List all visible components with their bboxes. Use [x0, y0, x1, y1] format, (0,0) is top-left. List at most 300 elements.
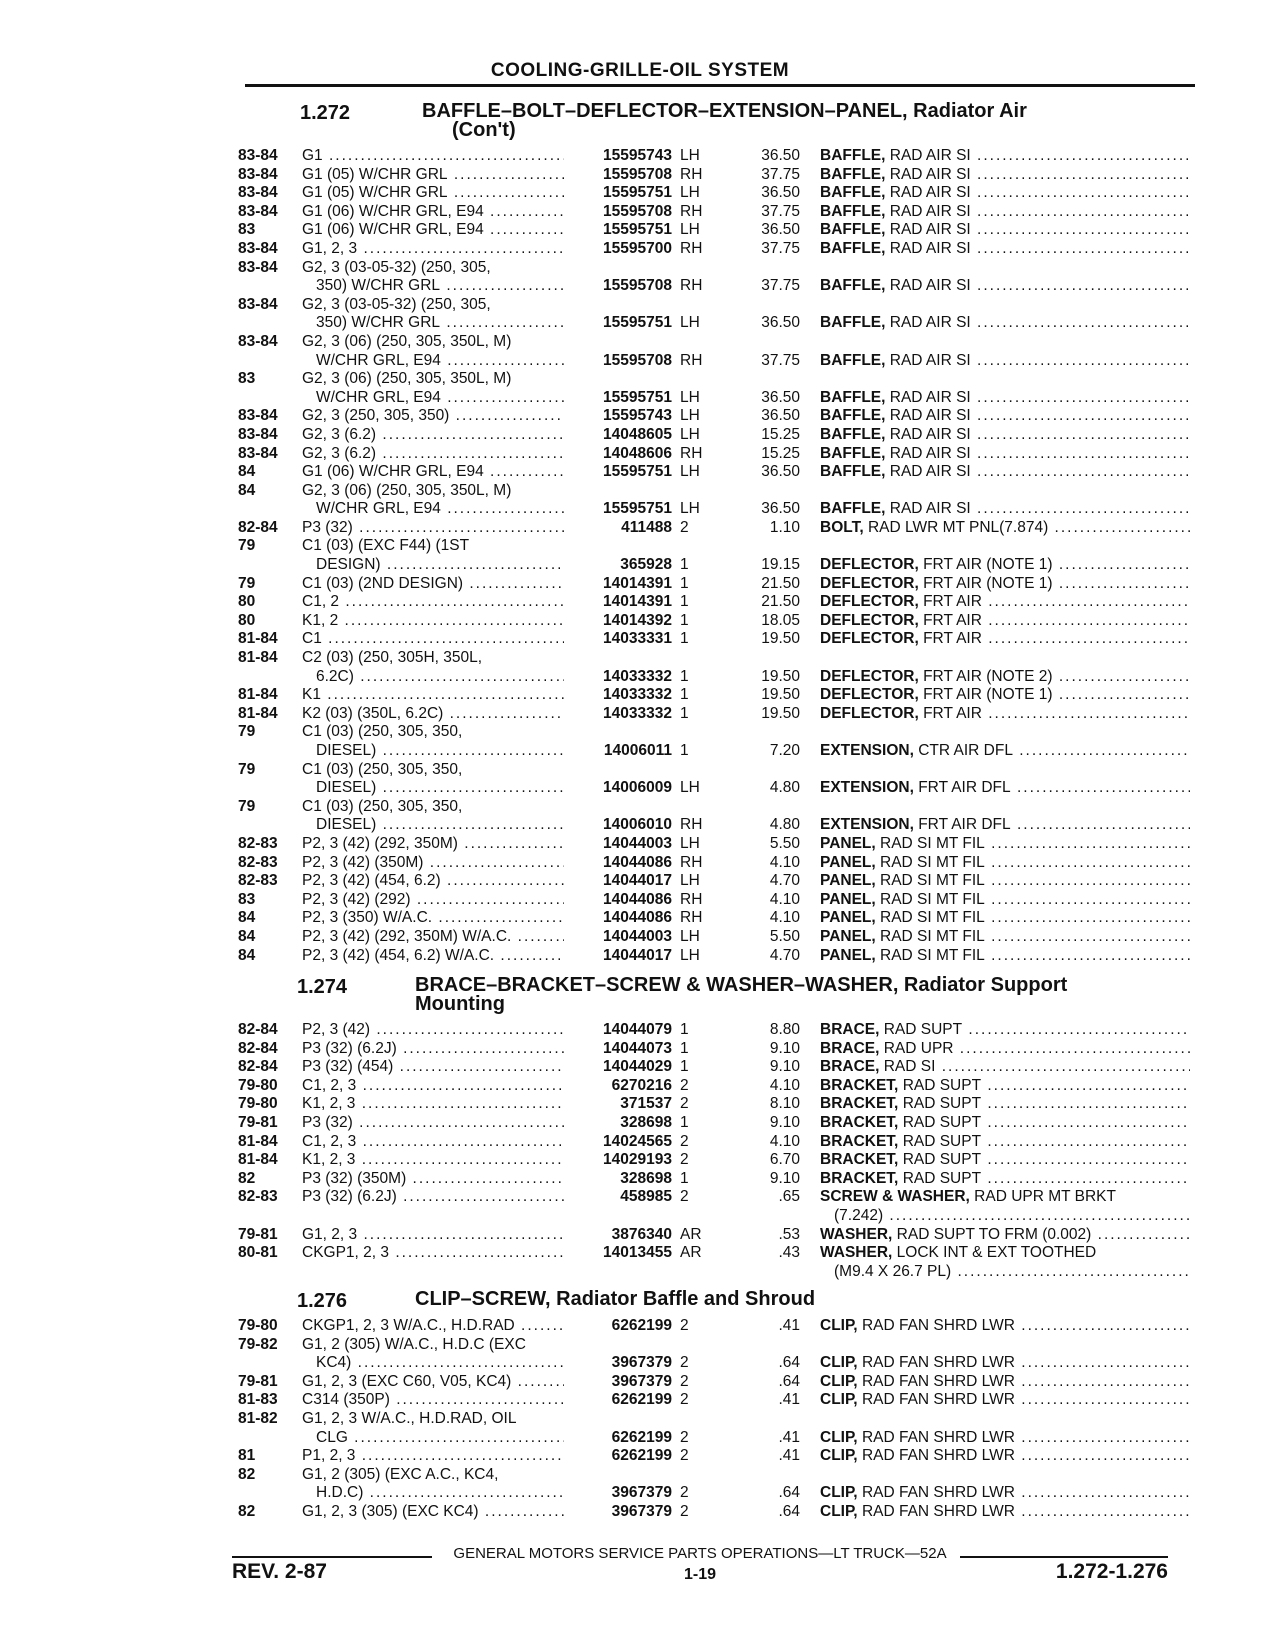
price: 19.50: [761, 704, 800, 722]
description-line: [820, 352, 1190, 371]
part-description: [820, 816, 1190, 835]
description-text: RAD FAN SHRD LWR: [861, 1372, 1015, 1390]
parts-row: [0, 1114, 1280, 1133]
part-description: [820, 184, 1190, 203]
quantity: LH: [680, 184, 700, 202]
model-line: C1, 2, 3 .....: [302, 1133, 564, 1152]
price: 37.75: [761, 239, 800, 257]
description-text: FRT AIR: [923, 630, 982, 648]
parts-row: [0, 872, 1280, 891]
model-line: 6.2C) .....: [302, 668, 564, 687]
description-keyword: BAFFLE,: [820, 425, 886, 443]
price: 7.20: [769, 742, 800, 759]
parts-row: [0, 649, 1280, 686]
year-range: 79-81: [238, 1372, 278, 1390]
quantity: LH: [680, 388, 700, 406]
model-application: [302, 891, 564, 910]
section-title-line1: BRACE–BRACKET–SCREW & WASHER–WASHER, Radiator Support: [415, 974, 1068, 996]
part-number: 3876340: [611, 1225, 672, 1243]
part-number: 14033332: [603, 667, 672, 685]
price: 37.75: [761, 165, 800, 183]
model-line: K1, 2, 3 .....: [302, 1151, 564, 1170]
quantity: RH: [680, 816, 703, 834]
part-description: [820, 1503, 1190, 1522]
part-description: [820, 854, 1190, 873]
parts-row: [0, 1391, 1280, 1410]
description-text: FRT AIR: [923, 593, 982, 611]
model-application: [302, 166, 564, 185]
year-range: 83-84: [238, 295, 278, 313]
footer-section-range: 1.272-1.276: [1055, 1560, 1168, 1583]
model-application: [302, 203, 564, 222]
year-range: 79: [238, 797, 256, 815]
price: .43: [778, 1244, 800, 1262]
quantity: 2: [680, 1188, 689, 1206]
part-number: 14014391: [603, 593, 672, 611]
price: 36.50: [761, 407, 800, 425]
quantity: 2: [680, 1132, 689, 1150]
parts-row: [0, 537, 1280, 574]
parts-row: [0, 482, 1280, 519]
model-line: P3 (32) .....: [302, 1114, 564, 1133]
quantity: LH: [680, 314, 700, 332]
model-line: P3 (32) (6.2J) .....: [302, 1040, 564, 1059]
year-range: 79-82: [238, 1335, 278, 1353]
parts-row: [0, 221, 1280, 240]
year-range: 82-84: [238, 1039, 278, 1057]
model-application: [302, 1373, 564, 1392]
parts-row: [0, 296, 1280, 333]
model-application: [302, 1021, 564, 1040]
description-keyword: BRACKET,: [820, 1169, 899, 1187]
model-application: [302, 445, 564, 464]
description-text: RAD AIR SI: [889, 463, 971, 481]
part-number: 14044029: [603, 1058, 672, 1076]
model-application: [302, 723, 564, 760]
model-line: K2 (03) (350L, 6.2C) .....: [302, 705, 564, 724]
parts-row: [0, 1226, 1280, 1245]
description-text: RAD FAN SHRD LWR: [861, 1317, 1015, 1334]
part-number: 15595751: [603, 463, 672, 481]
quantity: LH: [680, 147, 700, 164]
description-text: RAD SUPT: [902, 1113, 982, 1131]
section-number: 1.276: [297, 1290, 348, 1312]
year-range: 83-84: [238, 425, 278, 443]
model-application: [302, 575, 564, 594]
model-application: [302, 259, 564, 296]
quantity: LH: [680, 221, 700, 239]
quantity: 2: [680, 1447, 689, 1465]
year-range: 81-83: [238, 1391, 278, 1409]
parts-row: [0, 761, 1280, 798]
price: .64: [778, 1502, 800, 1520]
model-line: H.D.C) .....: [302, 1484, 564, 1503]
quantity: 1: [680, 593, 689, 611]
description-line: [820, 1133, 1190, 1152]
description-line: [820, 575, 1190, 594]
description-line: [820, 668, 1190, 687]
model-application: [302, 296, 564, 333]
description-text: RAD SI MT FIL: [880, 853, 985, 871]
description-line: [820, 1114, 1190, 1133]
description-continuation: (7.242) .....: [820, 1207, 1190, 1226]
part-description: [820, 1429, 1190, 1448]
year-range: 82: [238, 1502, 256, 1520]
parts-row: [0, 1040, 1280, 1059]
description-text: RAD FAN SHRD LWR: [861, 1484, 1015, 1502]
description-line: [820, 1429, 1190, 1448]
model-application: [302, 426, 564, 445]
quantity: 2: [680, 518, 689, 536]
description-line: [820, 779, 1190, 798]
description-keyword: DEFLECTOR,: [820, 667, 919, 685]
model-application: [302, 1133, 564, 1152]
description-text: RAD SUPT: [902, 1151, 982, 1169]
part-description: [820, 1226, 1190, 1245]
part-number: 14014392: [603, 611, 672, 629]
part-number: 14033332: [603, 686, 672, 704]
parts-row: [0, 519, 1280, 538]
part-description: [820, 166, 1190, 185]
parts-row: [0, 835, 1280, 854]
model-application: [302, 872, 564, 891]
year-range: 80-81: [238, 1244, 278, 1262]
price: 19.50: [761, 630, 800, 648]
description-keyword: BAFFLE,: [820, 388, 886, 406]
part-description: [820, 277, 1190, 296]
part-description: [820, 742, 1190, 761]
description-keyword: PANEL,: [820, 909, 876, 927]
part-description: [820, 463, 1190, 482]
price: 4.10: [769, 1132, 800, 1150]
model-line: W/CHR GRL, E94 .....: [302, 500, 564, 519]
year-range: 83-84: [238, 258, 278, 276]
model-line: G1, 2, 3 W/A.C., H.D.RAD, OIL: [302, 1409, 517, 1427]
part-description: [820, 928, 1190, 947]
model-line: K1, 2, 3 .....: [302, 1095, 564, 1114]
description-line: [820, 705, 1190, 724]
parts-row: [0, 593, 1280, 612]
year-range: 79-80: [238, 1076, 278, 1094]
parts-row: [0, 1077, 1280, 1096]
description-line: [820, 221, 1190, 240]
quantity: 2: [680, 1354, 689, 1372]
price: 36.50: [761, 463, 800, 481]
quantity: RH: [680, 165, 703, 183]
model-line: K1, 2 .....: [302, 612, 564, 631]
description-keyword: EXTENSION,: [820, 742, 914, 759]
model-line: C1 .....: [302, 630, 564, 649]
model-application: [302, 537, 564, 574]
parts-row: [0, 928, 1280, 947]
part-number: 15595708: [603, 351, 672, 369]
price: 19.50: [761, 667, 800, 685]
price: .41: [778, 1391, 800, 1409]
description-keyword: BRACKET,: [820, 1151, 899, 1169]
part-description: [820, 1058, 1190, 1077]
part-number: 328698: [620, 1113, 672, 1131]
quantity: RH: [680, 853, 703, 871]
parts-row: [0, 1095, 1280, 1114]
year-range: 82-83: [238, 853, 278, 871]
model-application: [302, 649, 564, 686]
description-keyword: CLIP,: [820, 1484, 858, 1502]
model-application: [302, 593, 564, 612]
year-range: 83: [238, 890, 256, 908]
description-line: [820, 389, 1190, 408]
parts-row: [0, 333, 1280, 370]
footer-rule-right: [960, 1556, 1168, 1558]
part-number: 14006009: [603, 779, 672, 797]
quantity: 1: [680, 667, 689, 685]
part-description: [820, 500, 1190, 519]
quantity: 1: [680, 611, 689, 629]
quantity: 2: [680, 1502, 689, 1520]
parts-row: [0, 1170, 1280, 1189]
year-range: 82-84: [238, 1021, 278, 1038]
part-number: 15595751: [603, 388, 672, 406]
quantity: RH: [680, 239, 703, 257]
price: 9.10: [769, 1113, 800, 1131]
year-range: 83-84: [238, 147, 278, 164]
description-line: [820, 835, 1190, 854]
part-number: 14006010: [603, 816, 672, 834]
model-line: W/CHR GRL, E94 .....: [302, 352, 564, 371]
year-range: 81-84: [238, 704, 278, 722]
price: 4.10: [769, 853, 800, 871]
parts-row: [0, 240, 1280, 259]
part-description: [820, 1021, 1190, 1040]
parts-row: [0, 463, 1280, 482]
part-number: 14044017: [603, 872, 672, 890]
description-keyword: DEFLECTOR,: [820, 630, 919, 648]
part-number: 3967379: [611, 1354, 672, 1372]
section-title: CLIP–SCREW, Radiator Baffle and Shroud: [415, 1288, 816, 1310]
part-description: [820, 891, 1190, 910]
parts-row: [0, 891, 1280, 910]
model-application: [302, 1410, 564, 1447]
model-line: G1 (06) W/CHR GRL, E94 .....: [302, 203, 564, 222]
price: .41: [778, 1428, 800, 1446]
price: .64: [778, 1372, 800, 1390]
model-line: CKGP1, 2, 3 .....: [302, 1244, 564, 1263]
model-line: P3 (32) (6.2J) .....: [302, 1188, 564, 1207]
description-line: [820, 519, 1190, 538]
description-text: RAD SUPT: [883, 1021, 963, 1038]
model-application: [302, 1170, 564, 1189]
model-line: G2, 3 (250, 305, 350) .....: [302, 407, 564, 426]
year-range: 82-83: [238, 834, 278, 852]
price: 37.75: [761, 351, 800, 369]
description-keyword: CLIP,: [820, 1354, 858, 1372]
parts-row: [0, 612, 1280, 631]
description-line: [820, 1077, 1190, 1096]
model-application: [302, 630, 564, 649]
part-description: [820, 835, 1190, 854]
description-text: RAD SI MT FIL: [880, 872, 985, 890]
description-text: RAD SI MT FIL: [880, 834, 985, 852]
model-line: P2, 3 (42) (292) .....: [302, 891, 564, 910]
quantity: LH: [680, 927, 700, 945]
model-line: G1 (06) W/CHR GRL, E94 .....: [302, 463, 564, 482]
footer-publisher: GENERAL MOTORS SERVICE PARTS OPERATIONS—LT TRUCK—52A: [453, 1545, 947, 1562]
quantity: AR: [680, 1244, 702, 1262]
quantity: RH: [680, 890, 703, 908]
price: 21.50: [761, 574, 800, 592]
parts-row: [0, 147, 1280, 166]
quantity: RH: [680, 277, 703, 295]
model-application: [302, 947, 564, 966]
quantity: 1: [680, 686, 689, 704]
model-application: [302, 519, 564, 538]
price: 36.50: [761, 184, 800, 202]
model-application: [302, 1447, 564, 1466]
part-number: 365928: [620, 556, 672, 574]
part-description: [820, 1040, 1190, 1059]
model-line: G2, 3 (6.2) .....: [302, 426, 564, 445]
model-line: C1, 2 .....: [302, 593, 564, 612]
model-line: DESIGN) .....: [302, 556, 564, 575]
year-range: 81-84: [238, 686, 278, 704]
price: 36.50: [761, 388, 800, 406]
price: 5.50: [769, 834, 800, 852]
part-number: 6262199: [611, 1447, 672, 1465]
model-application: [302, 705, 564, 724]
model-line: G1 .....: [302, 147, 564, 166]
price: 1.10: [769, 518, 800, 536]
description-keyword: PANEL,: [820, 890, 876, 908]
price: 8.80: [769, 1021, 800, 1038]
description-keyword: DEFLECTOR,: [820, 704, 919, 722]
description-keyword: CLIP,: [820, 1447, 858, 1465]
part-number: 14048606: [603, 444, 672, 462]
model-line: P2, 3 (42) (292, 350M) .....: [302, 835, 564, 854]
parts-row: [0, 1336, 1280, 1373]
description-text: RAD AIR SI: [889, 425, 971, 443]
quantity: 1: [680, 1169, 689, 1187]
description-line: [820, 593, 1190, 612]
parts-row: [0, 370, 1280, 407]
price: 4.70: [769, 946, 800, 964]
part-description: [820, 203, 1190, 222]
price: 4.10: [769, 1076, 800, 1094]
model-application: [302, 798, 564, 835]
year-range: 84: [238, 946, 256, 964]
description-text: FRT AIR DFL: [918, 816, 1011, 834]
price: 15.25: [761, 444, 800, 462]
quantity: 1: [680, 1113, 689, 1131]
year-range: 83: [238, 370, 256, 388]
quantity: 2: [680, 1391, 689, 1409]
description-line: [820, 1188, 1190, 1207]
quantity: LH: [680, 779, 700, 797]
part-number: 3967379: [611, 1372, 672, 1390]
parts-row: [0, 259, 1280, 296]
model-application: [302, 1503, 564, 1522]
part-description: [820, 1095, 1190, 1114]
price: 21.50: [761, 593, 800, 611]
description-text: RAD SUPT: [902, 1095, 982, 1113]
description-keyword: BAFFLE,: [820, 239, 886, 257]
model-application: [302, 1188, 564, 1207]
year-range: 84: [238, 909, 256, 927]
part-description: [820, 445, 1190, 464]
part-description: [820, 909, 1190, 928]
page-header-title: COOLING-GRILLE-OIL SYSTEM: [490, 60, 790, 81]
model-application: [302, 147, 564, 166]
description-text: RAD AIR SI: [889, 407, 971, 425]
year-range: 79: [238, 760, 256, 778]
model-line: G1, 2, 3 (EXC C60, V05, KC4) .....: [302, 1373, 564, 1392]
model-line: C1 (03) (250, 305, 350,: [302, 760, 463, 778]
price: 18.05: [761, 611, 800, 629]
part-number: 371537: [620, 1095, 672, 1113]
description-text: RAD SI MT FIL: [880, 946, 985, 964]
description-text: FRT AIR (NOTE 2): [923, 667, 1053, 685]
price: 37.75: [761, 277, 800, 295]
price: 36.50: [761, 314, 800, 332]
description-text: RAD FAN SHRD LWR: [861, 1391, 1015, 1409]
model-application: [302, 1317, 564, 1336]
description-text: RAD AIR SI: [889, 147, 971, 164]
description-keyword: BAFFLE,: [820, 221, 886, 239]
description-keyword: BAFFLE,: [820, 351, 886, 369]
price: 4.10: [769, 909, 800, 927]
model-line: C1, 2, 3 .....: [302, 1077, 564, 1096]
price: 4.10: [769, 890, 800, 908]
model-application: [302, 1040, 564, 1059]
description-text: RAD AIR SI: [889, 444, 971, 462]
year-range: 82: [238, 1169, 256, 1187]
model-application: [302, 928, 564, 947]
part-number: 15595743: [603, 147, 672, 164]
description-keyword: BAFFLE,: [820, 500, 886, 518]
description-text: FRT AIR: [923, 704, 982, 722]
description-keyword: WASHER,: [820, 1225, 893, 1243]
description-text: RAD SUPT: [902, 1169, 982, 1187]
quantity: RH: [680, 202, 703, 220]
description-line: [820, 1373, 1190, 1392]
quantity: RH: [680, 444, 703, 462]
year-range: 79-80: [238, 1095, 278, 1113]
price: 36.50: [761, 500, 800, 518]
part-description: [820, 389, 1190, 408]
model-line: G1 (06) W/CHR GRL, E94 .....: [302, 221, 564, 240]
part-description: [820, 1354, 1190, 1373]
part-number: 15595708: [603, 277, 672, 295]
part-number: 6262199: [611, 1428, 672, 1446]
description-text: RAD SI MT FIL: [880, 890, 985, 908]
description-keyword: EXTENSION,: [820, 816, 914, 834]
description-text: RAD SI MT FIL: [880, 909, 985, 927]
year-range: 79: [238, 723, 256, 741]
description-text: FRT AIR: [923, 611, 982, 629]
description-text: RAD SUPT: [902, 1076, 982, 1094]
description-line: [820, 1058, 1190, 1077]
year-range: 82-83: [238, 872, 278, 890]
description-continuation: (M9.4 X 26.7 PL) .....: [820, 1263, 1190, 1282]
description-line: [820, 1151, 1190, 1170]
description-line: [820, 854, 1190, 873]
description-line: [820, 147, 1190, 166]
year-range: 79-81: [238, 1225, 278, 1243]
description-line: [820, 947, 1190, 966]
description-keyword: PANEL,: [820, 927, 876, 945]
model-line: P1, 2, 3 .....: [302, 1447, 564, 1466]
price: 4.70: [769, 872, 800, 890]
part-description: [820, 593, 1190, 612]
model-application: [302, 612, 564, 631]
